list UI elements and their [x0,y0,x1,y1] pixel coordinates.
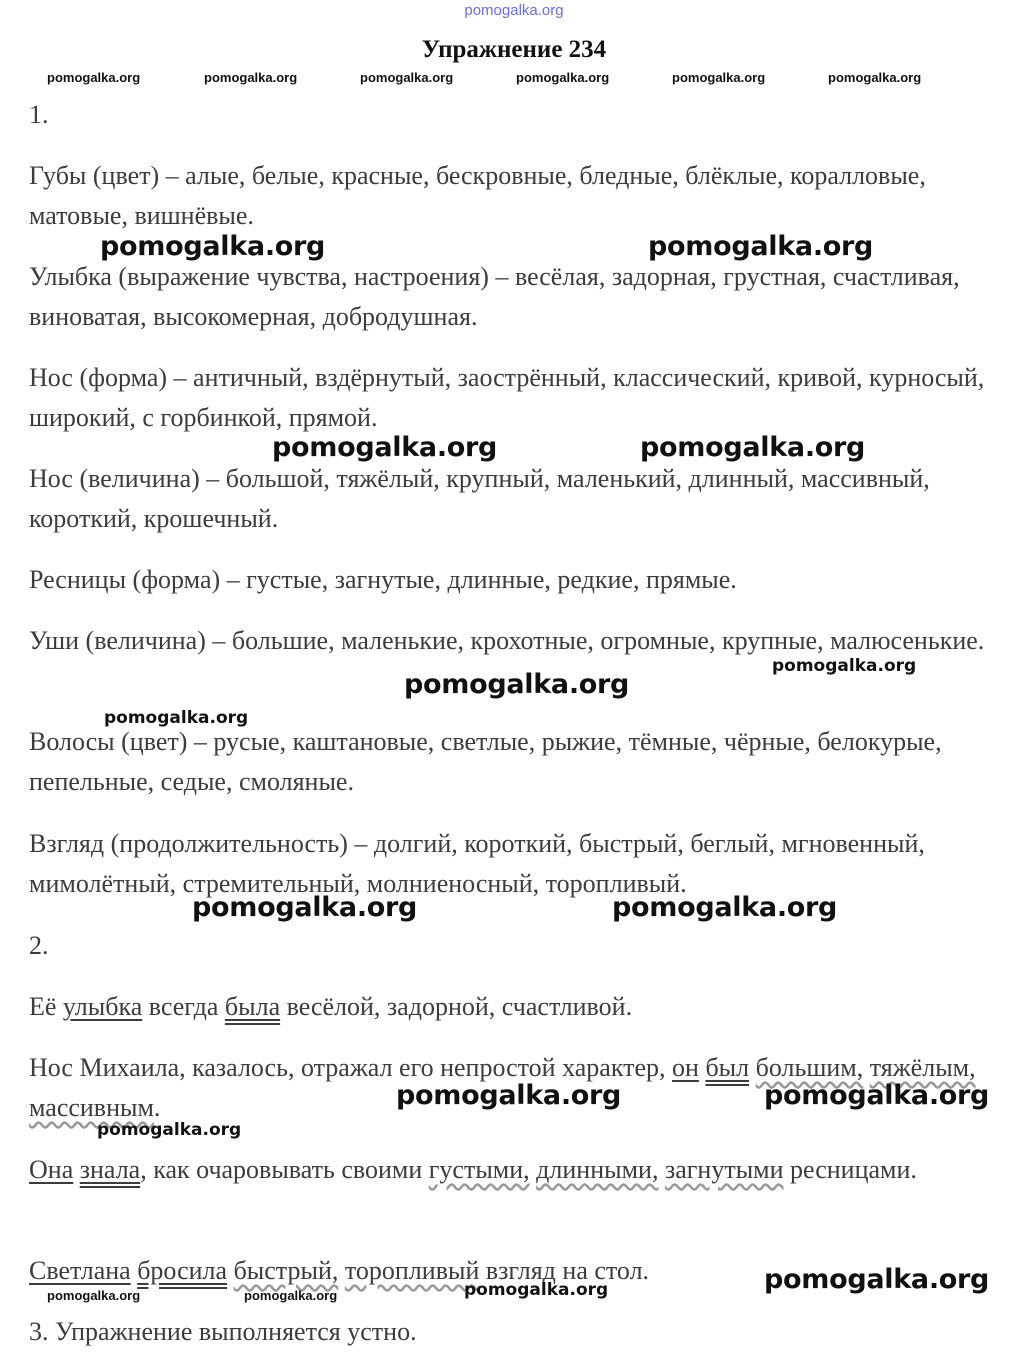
word: ресницами. [790,1155,917,1184]
watermark: pomogalka.org [192,892,418,923]
word: , как очаровывать своими [140,1155,423,1184]
section-3: 3. Упражнение выполняется устно. [29,1317,417,1346]
subject: улыбка [62,992,143,1021]
subject: он [672,1053,699,1082]
exercise-title: Упражнение 234 [421,36,607,63]
word: весёлой, задорной, счастливой. [286,992,633,1021]
watermark: pomogalka.org [97,1120,242,1140]
adjective: густыми, [428,1155,530,1184]
word: Нос Михаила, казалось, отражал его непростой характер, [29,1053,666,1082]
punctuation: . [153,1093,161,1122]
paragraph: Волосы (цвет) – русые, каштановые, светлые, рыжие, тёмные, чёрные, белокурые, пепельные, седые, смоляные. [29,727,942,796]
watermark: pomogalka.org [612,892,838,923]
word: Её [29,992,57,1021]
adjective: тяжёлым, [869,1053,976,1082]
watermark: pomogalka.org [244,1288,338,1303]
watermark: pomogalka.org [772,656,917,676]
sentence [29,987,1004,1027]
watermark: pomogalka.org [640,432,866,463]
sentence [29,1150,1004,1190]
predicate: был [705,1053,750,1082]
paragraph: Взгляд (продолжительность) – долгий, короткий, быстрый, беглый, мгновенный, мимолётный, стремительный, молниеносный, торопливый. [29,829,925,898]
adjective: массивным [29,1093,154,1122]
section-number: 1. [29,100,49,129]
watermark: pomogalka.org [648,231,874,262]
watermark: pomogalka.org [828,70,922,85]
paragraph: Нос (форма) – античный, вздёрнутый, заострённый, классический, кривой, курносый, широкий, с горбинкой, прямой. [29,363,985,432]
paragraph: Улыбка (выражение чувства, настроения) – весёлая, задорная, грустная, счастливая, виноватая, высокомерная, добродушная. [29,262,960,331]
adjective: торопливый [344,1256,480,1285]
watermark: pomogalka.org [204,70,298,85]
watermark: pomogalka.org [672,70,766,85]
watermark: pomogalka.org [47,70,141,85]
section-number: 2. [29,931,49,960]
subject: Она [29,1155,74,1184]
watermark: pomogalka.org [47,1288,141,1303]
predicate: бросила [137,1256,228,1285]
adjective: длинными, [536,1155,659,1184]
word: взгляд на стол. [485,1256,650,1285]
adjective: загнутыми [664,1155,784,1184]
subject: Светлана [29,1256,131,1285]
watermark: pomogalka.org [404,669,630,700]
paragraph: Нос (величина) – большой, тяжёлый, крупный, маленький, длинный, массивный, короткий, крошечный. [29,464,930,533]
watermark: pomogalka.org [360,70,454,85]
watermark: pomogalka.org [396,1080,622,1111]
paragraph: Ресницы (форма) – густые, загнутые, длинные, редкие, прямые. [29,565,737,594]
watermark: pomogalka.org [100,231,326,262]
adjective: быстрый, [233,1256,339,1285]
watermark: pomogalka.org [764,1264,990,1295]
watermark: pomogalka.org [464,1280,609,1300]
paragraph: Губы (цвет) – алые, белые, красные, бескровные, бледные, блёклые, коралловые, матовые, вишнёвые. [29,161,926,230]
watermark: pomogalka.org [272,432,498,463]
site-link[interactable]: pomogalka.org [464,2,564,19]
predicate: была [224,992,281,1021]
watermark: pomogalka.org [516,70,610,85]
word: всегда [148,992,219,1021]
watermark: pomogalka.org [764,1080,990,1111]
paragraph: Уши (величина) – большие, маленькие, крохотные, огромные, крупные, малюсенькие. [29,626,985,655]
predicate: знала [79,1155,141,1184]
watermark-row [0,70,1028,88]
watermark: pomogalka.org [104,708,249,728]
adjective: большим, [755,1053,864,1082]
